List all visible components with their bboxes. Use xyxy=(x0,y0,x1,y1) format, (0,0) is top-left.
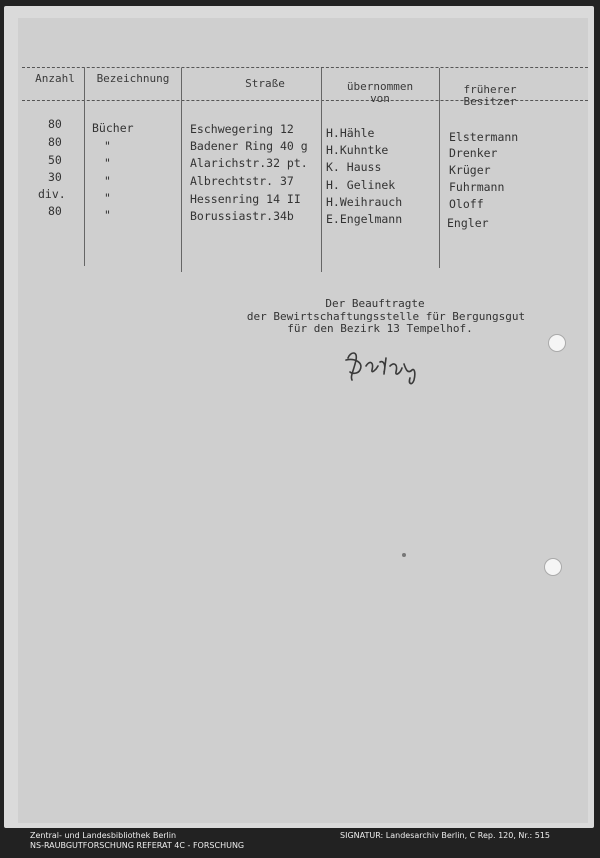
signature-line-2: der Bewirtschaftungsstelle für Bergungsgut xyxy=(246,310,526,323)
row-3-besitzer: Krüger xyxy=(449,163,491,177)
row-4-uebernommen: H. Gelinek xyxy=(326,178,396,192)
row-2-uebernommen: H.Kuhntke xyxy=(326,143,389,157)
header-uebernommen-2: von xyxy=(370,92,390,105)
column-divider-2 xyxy=(181,68,182,272)
header-uebernommen-1: übernommen xyxy=(346,80,414,93)
row-4-strasse: Albrechtstr. 37 xyxy=(190,174,294,188)
paper-speck xyxy=(402,553,406,557)
row-5-anzahl: div. xyxy=(38,187,66,201)
row-5-strasse: Hessenring 14 II xyxy=(190,192,301,206)
row-3-bezeichnung: " xyxy=(104,156,111,170)
row-3-strasse: Alarichstr.32 pt. xyxy=(190,156,308,170)
signature-line-1: Der Beauftragte xyxy=(325,297,425,310)
row-6-strasse: Borussiastr.34b xyxy=(190,209,294,223)
row-4-bezeichnung: " xyxy=(104,174,111,188)
signature-line-3: für den Bezirk 13 Tempelhof. xyxy=(287,322,473,335)
row-4-anzahl: 30 xyxy=(48,170,62,184)
row-6-besitzer: Engler xyxy=(447,216,489,230)
row-2-bezeichnung: " xyxy=(104,139,111,153)
row-1-strasse: Eschwegering 12 xyxy=(190,122,294,136)
row-5-bezeichnung: " xyxy=(104,191,111,205)
header-strasse: Straße xyxy=(245,77,285,90)
column-divider-3 xyxy=(321,68,322,272)
row-4-besitzer: Fuhrmann xyxy=(449,180,505,194)
row-6-anzahl: 80 xyxy=(48,204,62,218)
handwritten-signature xyxy=(340,340,450,390)
column-divider-4 xyxy=(439,68,440,268)
row-5-besitzer: Oloff xyxy=(449,197,484,211)
header-anzahl: Anzahl xyxy=(35,72,75,85)
row-2-anzahl: 80 xyxy=(48,135,62,149)
row-2-strasse: Badener Ring 40 g xyxy=(190,139,308,153)
header-frueherer-1: früherer xyxy=(463,83,517,96)
footer-signature: SIGNATUR: Landesarchiv Berlin, C Rep. 120, Nr.: 515 xyxy=(340,831,551,840)
row-1-bezeichnung: Bücher xyxy=(92,121,134,135)
row-2-besitzer: Drenker xyxy=(449,146,498,160)
header-frueherer-2: Besitzer xyxy=(463,95,517,108)
table-top-rule xyxy=(22,67,588,68)
row-6-uebernommen: E.Engelmann xyxy=(326,212,403,226)
punch-hole-upper xyxy=(548,334,566,352)
row-3-uebernommen: K. Hauss xyxy=(326,160,382,174)
row-1-uebernommen: H.Hähle xyxy=(326,126,375,140)
row-6-bezeichnung: " xyxy=(104,208,111,222)
row-1-besitzer: Elstermann xyxy=(449,130,519,144)
footer-research: NS-RAUBGUTFORSCHUNG REFERAT 4C - FORSCHUNG xyxy=(30,841,245,850)
footer-library: Zentral- und Landesbibliothek Berlin xyxy=(30,831,177,840)
punch-hole-lower xyxy=(544,558,562,576)
header-bezeichnung: Bezeichnung xyxy=(96,72,170,85)
row-5-uebernommen: H.Weihrauch xyxy=(326,195,403,209)
column-divider-1 xyxy=(84,68,85,266)
row-1-anzahl: 80 xyxy=(48,117,62,131)
row-3-anzahl: 50 xyxy=(48,153,62,167)
